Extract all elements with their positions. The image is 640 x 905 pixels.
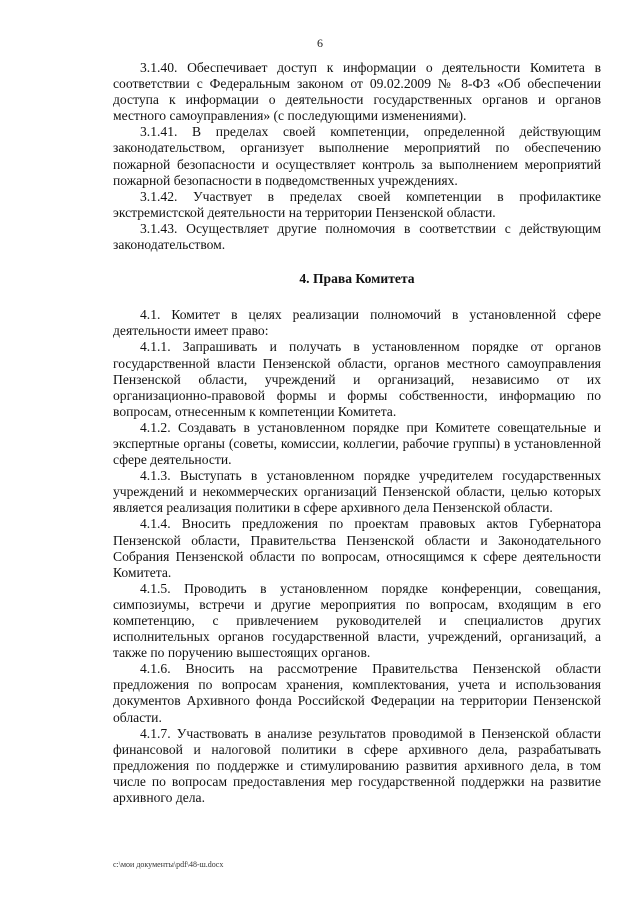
paragraph-4-1: 4.1. Комитет в целях реализации полномочий в установленной сфере деятельности имеет право: [113, 307, 601, 339]
document-body [113, 60, 601, 806]
paragraph-4-1-1: 4.1.1. Запрашивать и получать в установленном порядке от органов государственной власти Пензенской области, органов местного самоуправления Пензенской области, учреждений и организаций, независимо от их организационно-правовой формы и формы собственности, информацию по вопросам, отнесенным к компетенции Комитета. [113, 339, 601, 419]
page-number: 6 [317, 36, 323, 50]
paragraph-3-1-41: 3.1.41. В пределах своей компетенции, определенной действующим законодательством, организует выполнение мероприятий по обеспечению пожарной безопасности и осуществляет контроль за выполнением мероприятий пожарной безопасности в подведомственных учреждениях. [113, 124, 601, 188]
paragraph-3-1-43: 3.1.43. Осуществляет другие полномочия в соответствии с действующим законодательством. [113, 220, 601, 253]
file-path-footer: c:\мои документы\pdf\48-ш.docx [113, 860, 224, 869]
paragraph-4-1-4: 4.1.4. Вносить предложения по проектам правовых актов Губернатора Пензенской области, Правительства Пензенской области и Законодательного Собрания Пензенской области по вопросам, относящимся к сфере деятельности Комитета. [113, 516, 601, 580]
paragraph-3-1-42: 3.1.42. Участвует в пределах своей компетенции в профилактике экстремистской деятельности на территории Пензенской области. [113, 188, 601, 220]
paragraph-4-1-6: 4.1.6. Вносить на рассмотрение Правительства Пензенской области предложения по вопросам хранения, комплектования, учета и использования документов Архивного фонда Российской Федерации на территории Пензенской области. [113, 661, 601, 725]
paragraph-4-1-5: 4.1.5. Проводить в установленном порядке конференции, совещания, симпозиумы, встречи и другие мероприятия по вопросам, входящим в его компетенцию, с привлечением руководителей и специалистов других исполнительных органов государственной власти, учреждений, организаций, а также по поручению вышестоящих органов. [113, 580, 601, 661]
paragraph-4-1-3: 4.1.3. Выступать в установленном порядке учредителем государственных учреждений и некоммерческих организаций Пензенской области, целью которых является реализация политики в сфере архивного дела Пензенской области. [113, 468, 601, 516]
paragraph-4-1-2: 4.1.2. Создавать в установленном порядке при Комитете совещательные и экспертные органы (советы, комиссии, коллегии, рабочие группы) в установленной сфере деятельности. [113, 419, 601, 468]
paragraph-3-1-40: 3.1.40. Обеспечивает доступ к информации о деятельности Комитета в соответствии с Федеральным законом от 09.02.2009 № 8-ФЗ «Об обеспечении доступа к информации о деятельности государственных органов и органов местного самоуправления» (с последующими изменениями). [113, 60, 601, 124]
section-heading: 4. Права Комитета [299, 271, 415, 287]
paragraph-4-1-7: 4.1.7. Участвовать в анализе результатов проводимой в Пензенской области финансовой и налоговой политики в сфере архивного дела, разрабатывать предложения по поддержке и стимулированию развития архивного дела, в том числе по вопросам предоставления мер государственной поддержки на развитие архивного дела. [113, 725, 601, 806]
